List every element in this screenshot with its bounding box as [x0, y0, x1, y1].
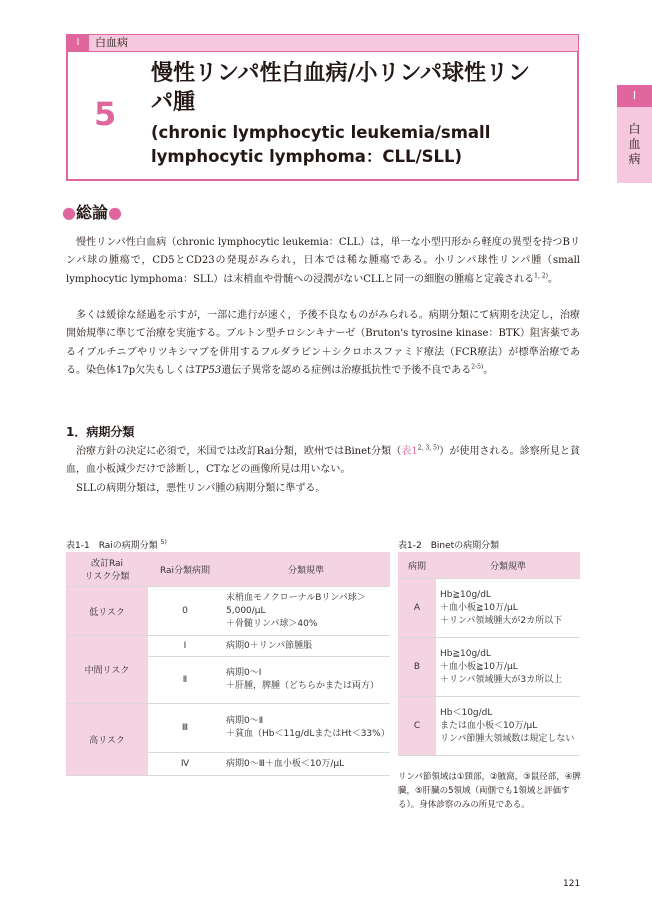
reference-marker: 5): [160, 539, 167, 546]
rai-staging-table: [66, 552, 390, 776]
stage-cell: Ⅱ: [148, 657, 222, 704]
table-header-cell: 分類規準: [436, 552, 580, 579]
bullet-dot-icon: ●: [107, 203, 122, 222]
title-jp-line-2: パ腫: [151, 90, 196, 115]
paragraph-text: 治療方針の決定に必須で，米国では改訂Rai分類，欧州ではBinet分類（: [76, 446, 402, 457]
table1-caption: [66, 538, 167, 551]
table-row: [66, 587, 390, 636]
title-en-line-1: (chronic lymphocytic leukemia/small: [151, 123, 491, 142]
table-header-row: [398, 552, 580, 579]
paragraph-text: 多くは緩徐な経過を示すが，一部に進行が速く，予後不良なものがみられる。病期分類にて病期を決定し，治療開始規準に準じて治療を実施する。ブルトン型チロシンキナーゼ（Bruton's tyrosine kinase：BTK）阻害薬であるイブルチニブやリツキシマブを併用するフルダラビン＋シクロホスファミド療法（FCR療法）が標準治療である。染色体17p欠失もしくは: [66, 310, 580, 376]
table-row: [66, 636, 390, 657]
overview-heading-text: 総論: [75, 203, 108, 222]
table-header-cell: Rai分類病期: [148, 552, 222, 587]
side-tab-char: 血: [628, 137, 641, 151]
page-title-en: [151, 121, 571, 169]
overview-paragraph-2: [66, 307, 580, 380]
risk-cell: 高リスク: [66, 704, 148, 776]
table-header-cell: 改訂Rai リスク分類: [66, 552, 148, 587]
table2-note: リンパ節領域は①頸部，②腋窩，③鼠径部，④脾臓，⑤肝臓の5領域（両側でも1領域と評価する）。身体診察のみの所見である。: [398, 772, 581, 810]
side-tab-char: 白: [628, 122, 641, 136]
overview-paragraph-1: [66, 234, 580, 289]
title-jp-line-1: 慢性リンパ性白血病/小リンパ球性リン: [151, 61, 530, 86]
staging-paragraph-1: [66, 443, 580, 480]
chapter-number: I: [67, 35, 89, 51]
chapter-name: 白血病: [95, 36, 128, 49]
staging-heading: 1．病期分類: [66, 425, 135, 439]
table-link[interactable]: 表1: [401, 446, 418, 457]
criteria-cell: 病期0＋リンパ節腫脹: [222, 636, 390, 657]
page-title-jp: [151, 59, 571, 117]
bullet-dot-icon: ●: [62, 203, 76, 222]
staging-paragraph-2: SLLの病期分類は，悪性リンパ腫の病期分類に準ずる。: [76, 483, 326, 494]
table-header-cell: 病期: [398, 552, 436, 579]
paragraph-text: 。: [547, 273, 558, 285]
stage-cell: Ⅲ: [148, 704, 222, 753]
risk-cell: 中間リスク: [66, 636, 148, 704]
criteria-cell: Hb＜10g/dL または血小板＜10万/μL リンパ節腫大領域数は規定しない: [436, 697, 580, 756]
paragraph-text: ）が使用される。診察所見と貧血，血小板減少だけで診断し，CTなどの画像所見は用いない。: [66, 446, 580, 476]
binet-staging-table: [398, 552, 580, 756]
reference-marker: 2, 3, 5): [417, 444, 440, 452]
stage-cell: C: [398, 697, 436, 756]
side-tab-number: I: [617, 85, 652, 107]
table-row: [66, 704, 390, 753]
criteria-cell: Hb≧10g/dL ＋血小板≧10万/μL ＋リンパ領域腫大が2カ所以下: [436, 579, 580, 638]
stage-cell: 0: [148, 587, 222, 636]
chapter-strip: [66, 34, 579, 52]
title-en-line-2: lymphocytic lymphoma：CLL/SLL): [151, 147, 463, 166]
gene-name: TP53: [195, 364, 222, 376]
stage-cell: B: [398, 638, 436, 697]
paragraph-text: 。: [483, 364, 494, 376]
stage-cell: Ⅰ: [148, 636, 222, 657]
reference-marker: 2-5): [471, 363, 484, 371]
risk-cell: 低リスク: [66, 587, 148, 636]
side-tab-label: [617, 122, 652, 167]
reference-marker: 1, 2): [534, 272, 548, 280]
stage-cell: A: [398, 579, 436, 638]
criteria-cell: 病期0〜Ⅲ＋血小板＜10万/μL: [222, 753, 390, 776]
table-row: [398, 638, 580, 697]
paragraph-text: 慢性リンパ性白血病（chronic lymphocytic leukemia：CLL）は，単一な小型円形から軽度の異型を持つBリンパ球の腫瘍で，CD5とCD23の発現がみられ，日本では稀な腫瘍である。小リンパ球性リンパ腫（small lymphocytic lymphoma：SLL）は末梢血や骨髄への浸潤がないCLLと同一の細胞の腫瘍と定義される: [66, 237, 580, 285]
table-row: [398, 579, 580, 638]
criteria-cell: Hb≧10g/dL ＋血小板≧10万/μL ＋リンパ領域腫大が3カ所以上: [436, 638, 580, 697]
section-number: 5: [94, 95, 117, 133]
overview-heading: [62, 200, 122, 223]
criteria-cell: 病期0〜Ⅰ ＋肝腫，脾腫（どちらかまたは両方）: [222, 657, 390, 704]
table-header-cell: 分類規準: [222, 552, 390, 587]
table-row: [398, 697, 580, 756]
side-tab-char: 病: [628, 152, 641, 166]
page-number: 121: [563, 879, 581, 889]
stage-cell: Ⅳ: [148, 753, 222, 776]
title-box: [66, 51, 579, 181]
paragraph-text: 遺伝子異常を認める症例は治療抵抗性で予後不良である: [221, 364, 472, 376]
caption-text: 表1-1 Raiの病期分類: [66, 541, 158, 551]
criteria-cell: 病期0〜Ⅱ ＋貧血（Hb＜11g/dLまたはHt＜33%）: [222, 704, 390, 753]
table-header-row: [66, 552, 390, 587]
table2-caption: 表1-2 Binetの病期分類: [398, 541, 500, 551]
criteria-cell: 末梢血モノクローナルBリンパ球＞5,000/μL ＋骨髄リンパ球＞40%: [222, 587, 390, 636]
